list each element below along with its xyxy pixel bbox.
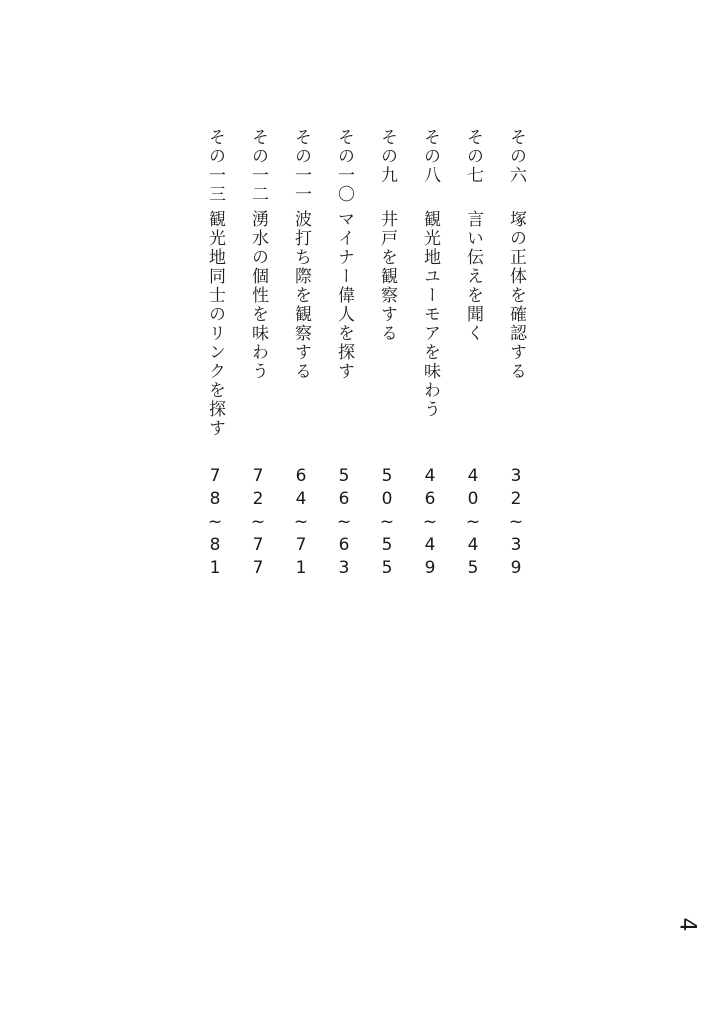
toc-entry — [461, 128, 485, 581]
toc-entry — [332, 128, 356, 581]
toc-entry — [289, 128, 313, 581]
chapter-title: 波打ち際を観察する — [291, 210, 311, 381]
chapter-title: マイナー偉人を探す — [334, 210, 354, 381]
chapter-number: その一一 — [291, 128, 311, 204]
page-number: 4 — [674, 917, 700, 932]
toc-entry — [504, 128, 528, 581]
toc-entry — [375, 128, 399, 581]
chapter-title: 井戸を観察する — [377, 210, 397, 343]
page-range: 78~81 — [205, 466, 225, 581]
chapter-number: その一〇 — [334, 128, 354, 204]
chapter-number: その七 — [463, 128, 483, 185]
page-range: 46~49 — [420, 466, 440, 581]
chapter-number: その一三 — [205, 128, 225, 204]
chapter-title: 塚の正体を確認する — [506, 210, 526, 381]
chapter-number: その九 — [377, 128, 397, 185]
toc-entry — [246, 128, 270, 581]
page-range: 56~63 — [334, 466, 354, 581]
chapter-title: 観光地同士のリンクを探す — [205, 210, 225, 438]
page-range: 72~77 — [248, 466, 268, 581]
chapter-number: その一二 — [248, 128, 268, 204]
toc-entry — [203, 128, 227, 581]
chapter-title: 湧水の個性を味わう — [248, 210, 268, 381]
chapter-number: その八 — [420, 128, 440, 185]
chapter-title: 言い伝えを聞く — [463, 210, 483, 343]
page-range: 40~45 — [463, 466, 483, 581]
page-range: 64~71 — [291, 466, 311, 581]
table-of-contents — [203, 128, 528, 581]
chapter-number: その六 — [506, 128, 526, 185]
toc-entry — [418, 128, 442, 581]
page-range: 50~55 — [377, 466, 397, 581]
page-range: 32~39 — [506, 466, 526, 581]
chapter-title: 観光地ユーモアを味わう — [420, 210, 440, 419]
